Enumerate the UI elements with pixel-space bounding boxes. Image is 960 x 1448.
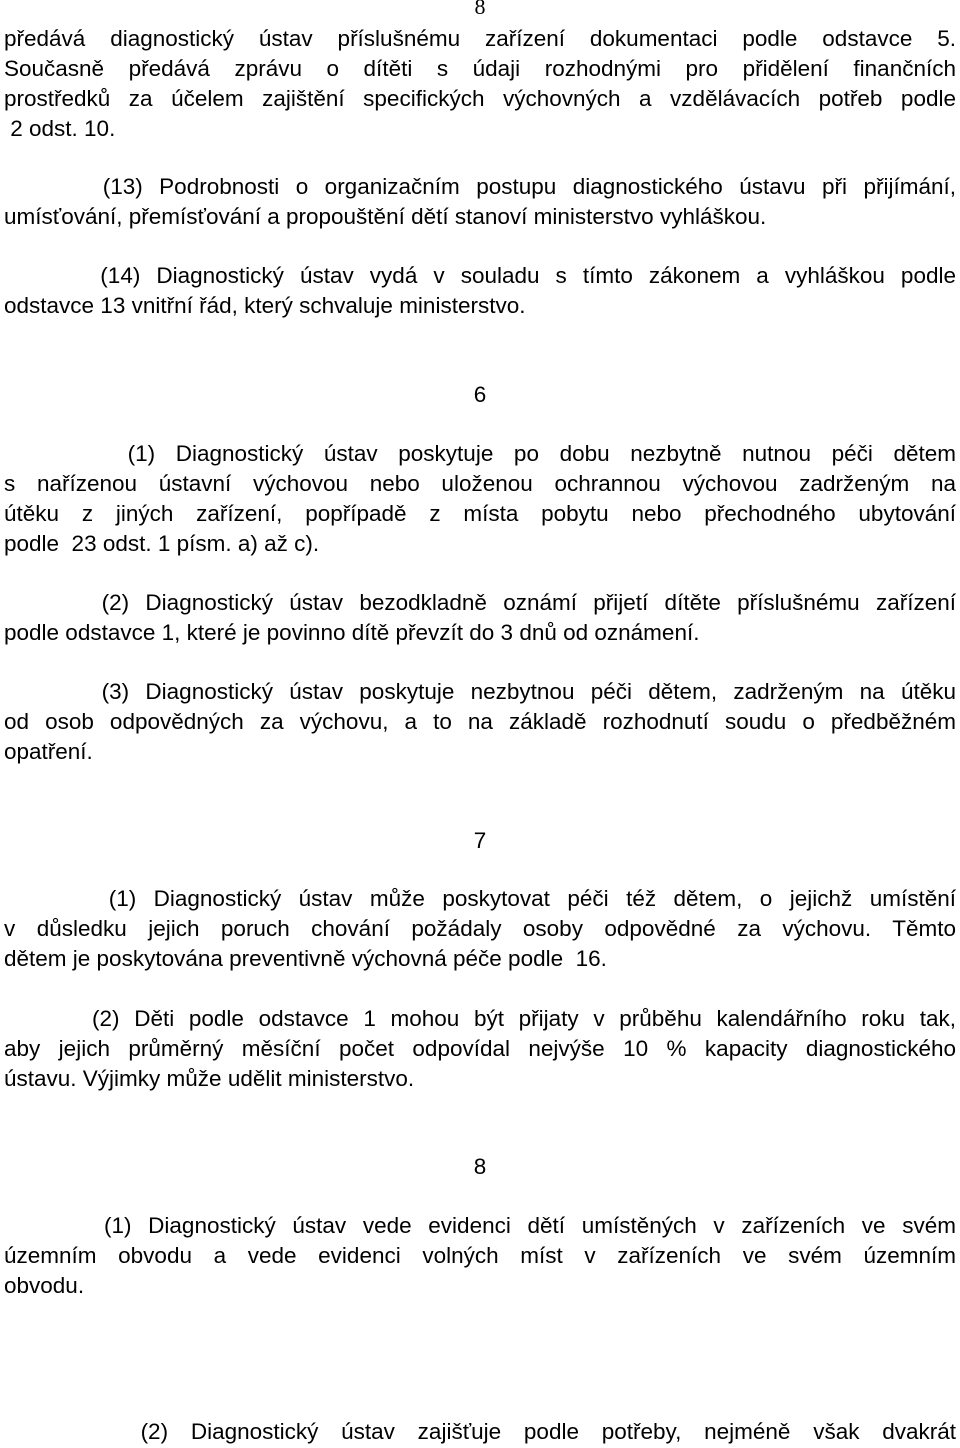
text-line: od osob odpovědných za výchovu, a to na základě rozhodnutí soudu o předběžném bbox=[4, 709, 956, 734]
text-line: opatření. bbox=[4, 739, 93, 764]
page-number: 8 bbox=[474, 0, 486, 19]
text-line: odstavce 13 vnitřní řád, který schvaluje ministerstvo. bbox=[4, 293, 526, 318]
text-line: (2) Děti podle odstavce 1 mohou být přijaty v průběhu kalendářního roku tak, bbox=[4, 1006, 956, 1031]
paragraph bbox=[4, 24, 956, 144]
text-line: podle odstavce 1, které je povinno dítě převzít do 3 dnů od oznámení. bbox=[4, 620, 700, 645]
text-line: umísťování, přemísťování a propouštění dětí stanoví ministerstvo vyhláškou. bbox=[4, 204, 767, 229]
text-line: územním obvodu a vede evidenci volných míst v zařízeních ve svém územním bbox=[4, 1243, 956, 1268]
text-line: (14) Diagnostický ústav vydá v souladu s tímto zákonem a vyhláškou podle bbox=[4, 263, 956, 288]
paragraph bbox=[4, 884, 956, 974]
section-heading: 8 bbox=[473, 1154, 487, 1179]
paragraph bbox=[4, 439, 956, 559]
text-line: 2 odst. 10. bbox=[4, 116, 116, 141]
text-line: obvodu. bbox=[4, 1273, 85, 1298]
text-line: aby jejich průměrný měsíční počet odpovídal nejvýše 10 % kapacity diagnostického bbox=[4, 1036, 956, 1061]
text-line: prostředků za účelem zajištění specifických výchovných a vzdělávacích potřeb podle bbox=[4, 86, 956, 111]
text-line: (2) Diagnostický ústav bezodkladně oznámí přijetí dítěte příslušnému zařízení bbox=[4, 590, 956, 615]
text-line: (1) Diagnostický ústav může poskytovat péči též dětem, o jejichž umístění bbox=[4, 886, 956, 911]
section-heading: 7 bbox=[473, 828, 487, 853]
text-line: (1) Diagnostický ústav vede evidenci dětí umístěných v zařízeních ve svém bbox=[4, 1213, 956, 1238]
text-line: ústavu. Výjimky může udělit ministerstvo. bbox=[4, 1066, 415, 1091]
text-line: v důsledku jejich poruch chování požádaly osoby odpovědné za výchovu. Těmto bbox=[4, 916, 956, 941]
text-line: (1) Diagnostický ústav poskytuje po dobu nezbytně nutnou péči dětem bbox=[4, 441, 956, 466]
section-heading: 6 bbox=[473, 382, 487, 407]
text-line: útěku z jiných zařízení, popřípadě z místa pobytu nebo přechodného ubytování bbox=[4, 501, 956, 526]
paragraph bbox=[4, 1211, 956, 1301]
paragraph bbox=[4, 261, 956, 321]
text-line: s nařízenou ústavní výchovou nebo uloženou ochrannou výchovou zadrženým na bbox=[4, 471, 956, 496]
text-line: (2) Diagnostický ústav zajišťuje podle potřeby, nejméně však dvakrát bbox=[4, 1419, 956, 1444]
text-line: (13) Podrobnosti o organizačním postupu diagnostického ústavu při přijímání, bbox=[4, 174, 956, 199]
text-line: Současně předává zprávu o dítěti s údaji rozhodnými pro přidělení finančních bbox=[4, 56, 956, 81]
text-line: předává diagnostický ústav příslušnému zařízení dokumentaci podle odstavce 5. bbox=[4, 26, 956, 51]
paragraph bbox=[4, 677, 956, 767]
text-line: podle 23 odst. 1 písm. a) až c). bbox=[4, 531, 320, 556]
paragraph bbox=[4, 588, 956, 648]
paragraph bbox=[4, 1417, 956, 1447]
paragraph bbox=[4, 1004, 956, 1094]
text-line: dětem je poskytována preventivně výchovná péče podle 16. bbox=[4, 946, 607, 971]
paragraph bbox=[4, 172, 956, 232]
text-line: (3) Diagnostický ústav poskytuje nezbytnou péči dětem, zadrženým na útěku bbox=[4, 679, 956, 704]
